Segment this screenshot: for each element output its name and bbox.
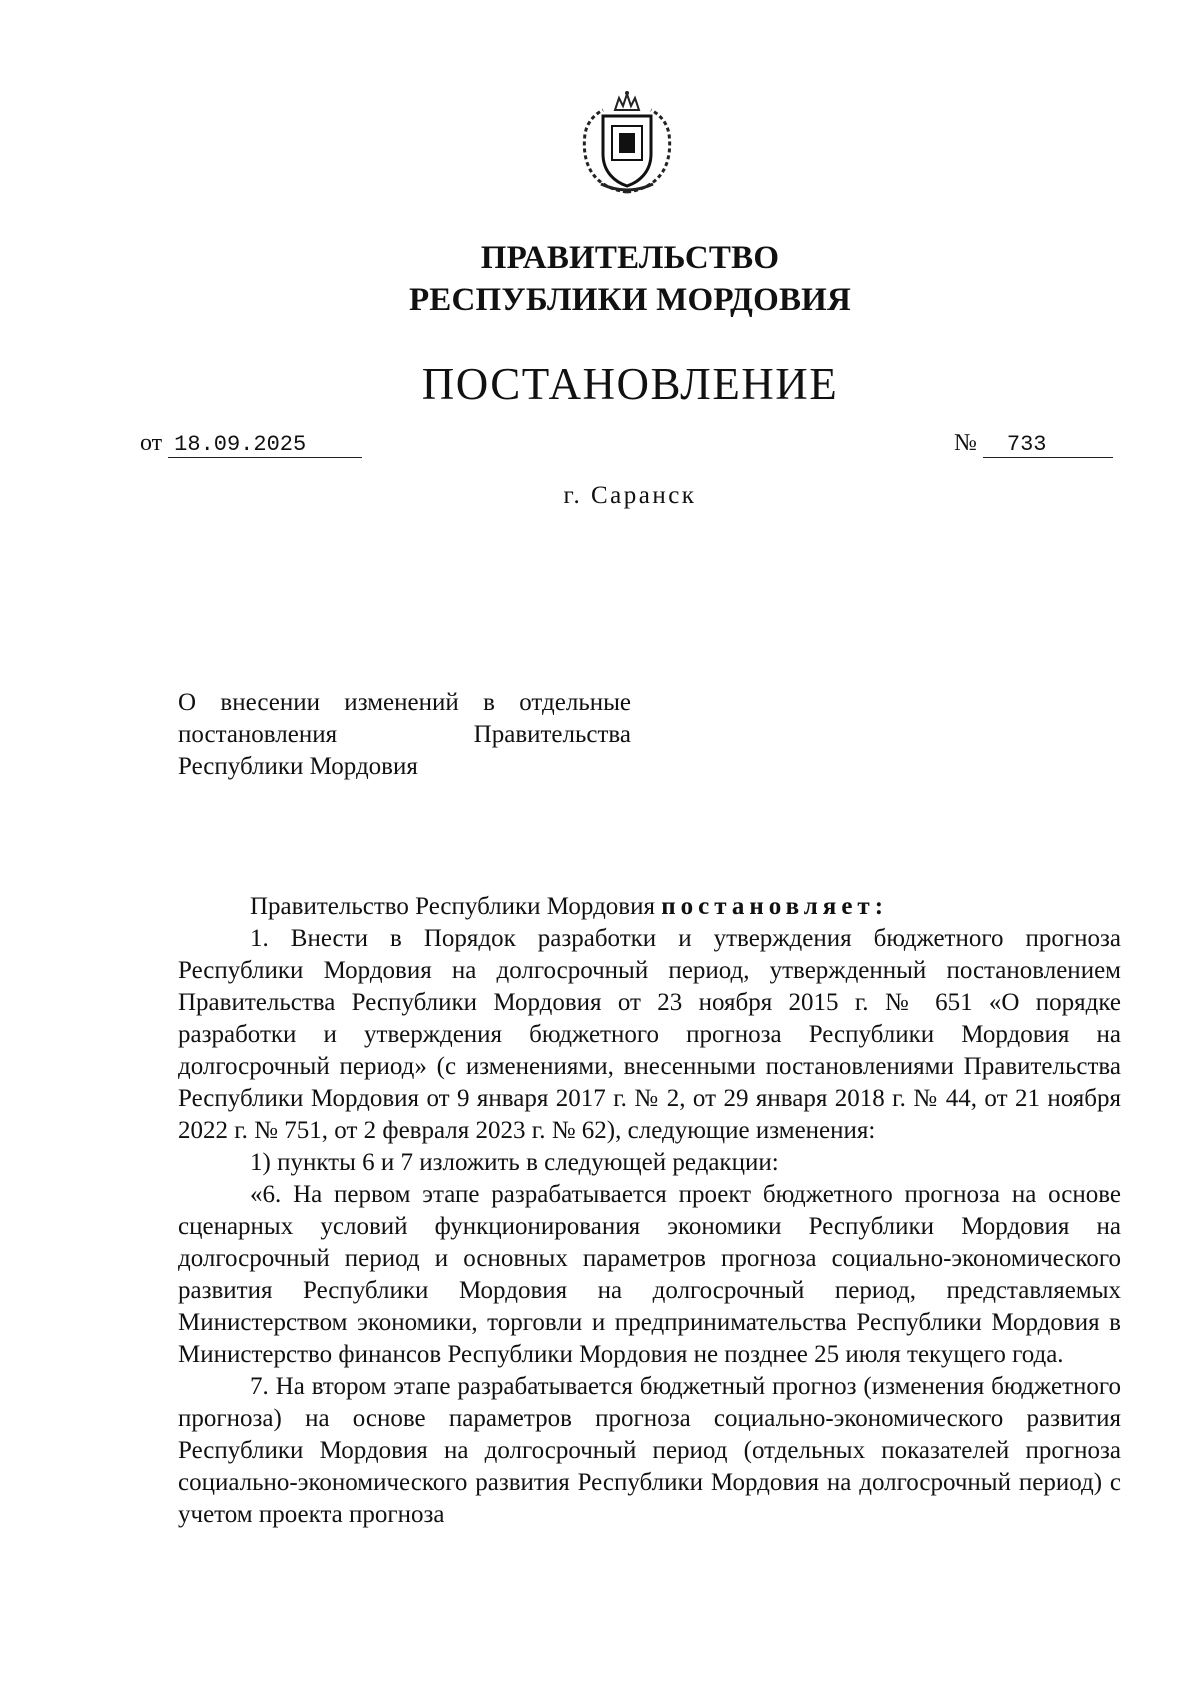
coat-of-arms-emblem — [571, 88, 683, 200]
organization-name-line1: ПРАВИТЕЛЬСТВО — [480, 240, 780, 276]
document-type-title: ПОСТАНОВЛЕНИЕ — [421, 359, 839, 409]
paragraph-2: 1) пункты 6 и 7 изложить в следующей редакции: — [250, 1149, 779, 1176]
subject-line: О внесении изменений в отдельные — [178, 689, 631, 716]
subject-line: постановления Правительства — [178, 721, 631, 748]
document-date — [140, 430, 362, 458]
paragraph-3: «6. На первом этапе разрабатывается проект бюджетного прогноза на основе сценарных условий функционирования экономики Республики Мордовия на долгосрочный период и основных параметров прогноза социально-экономического развития Республики Мордовия на долгосрочный период, представляемых Министерством экономики, торговли и предпринимательства Республики Мордовия в Министерство финансов Республики Мордовия не позднее 25 июля текущего года. — [178, 1181, 1121, 1368]
intro-paragraph — [178, 891, 1121, 923]
paragraph-1: 1. Внести в Порядок разработки и утверждения бюджетного прогноза Республики Мордовия на долгосрочный период, утвержденный постановлением Правительства Республики Мордовия от 23 ноября 2015 г. № 651 «О порядке разработки и утверждения бюджетного прогноза Республики Мордовия на долгосрочный период» (с изменениями, внесенными постановлениями Правительства Республики Мордовия от 9 января 2017 г. № 2, от 29 января 2018 г. № 44, от 21 ноября 2022 г. № 751, от 2 февраля 2023 г. № 62), следующие изменения: — [178, 925, 1121, 1144]
subject-line: Республики Мордовия — [178, 753, 418, 780]
organization-name-line2: РЕСПУБЛИКИ МОРДОВИЯ — [408, 282, 852, 318]
date-value: 18.09.2025 — [168, 433, 362, 458]
paragraph-4: 7. На втором этапе разрабатывается бюджетный прогноз (изменения бюджетного прогноза) на основе параметров прогноза социально-экономического развития Республики Мордовия на долгосрочный период (отдельных показателей прогноза социально-экономического развития Республики Мордовия на долгосрочный период) с учетом проекта прогноза — [178, 1373, 1121, 1528]
intro-text: Правительство Республики Мордовия — [250, 893, 662, 920]
document-number — [954, 430, 1113, 458]
number-value: 733 — [983, 433, 1113, 458]
number-prefix: № — [954, 430, 977, 456]
document-body — [178, 891, 1121, 1531]
intro-keyword: постановляет — [661, 893, 875, 920]
intro-colon: : — [874, 893, 884, 920]
city-name: г. Саранск — [563, 482, 697, 509]
date-prefix: от — [140, 430, 163, 456]
document-subject — [178, 687, 631, 783]
